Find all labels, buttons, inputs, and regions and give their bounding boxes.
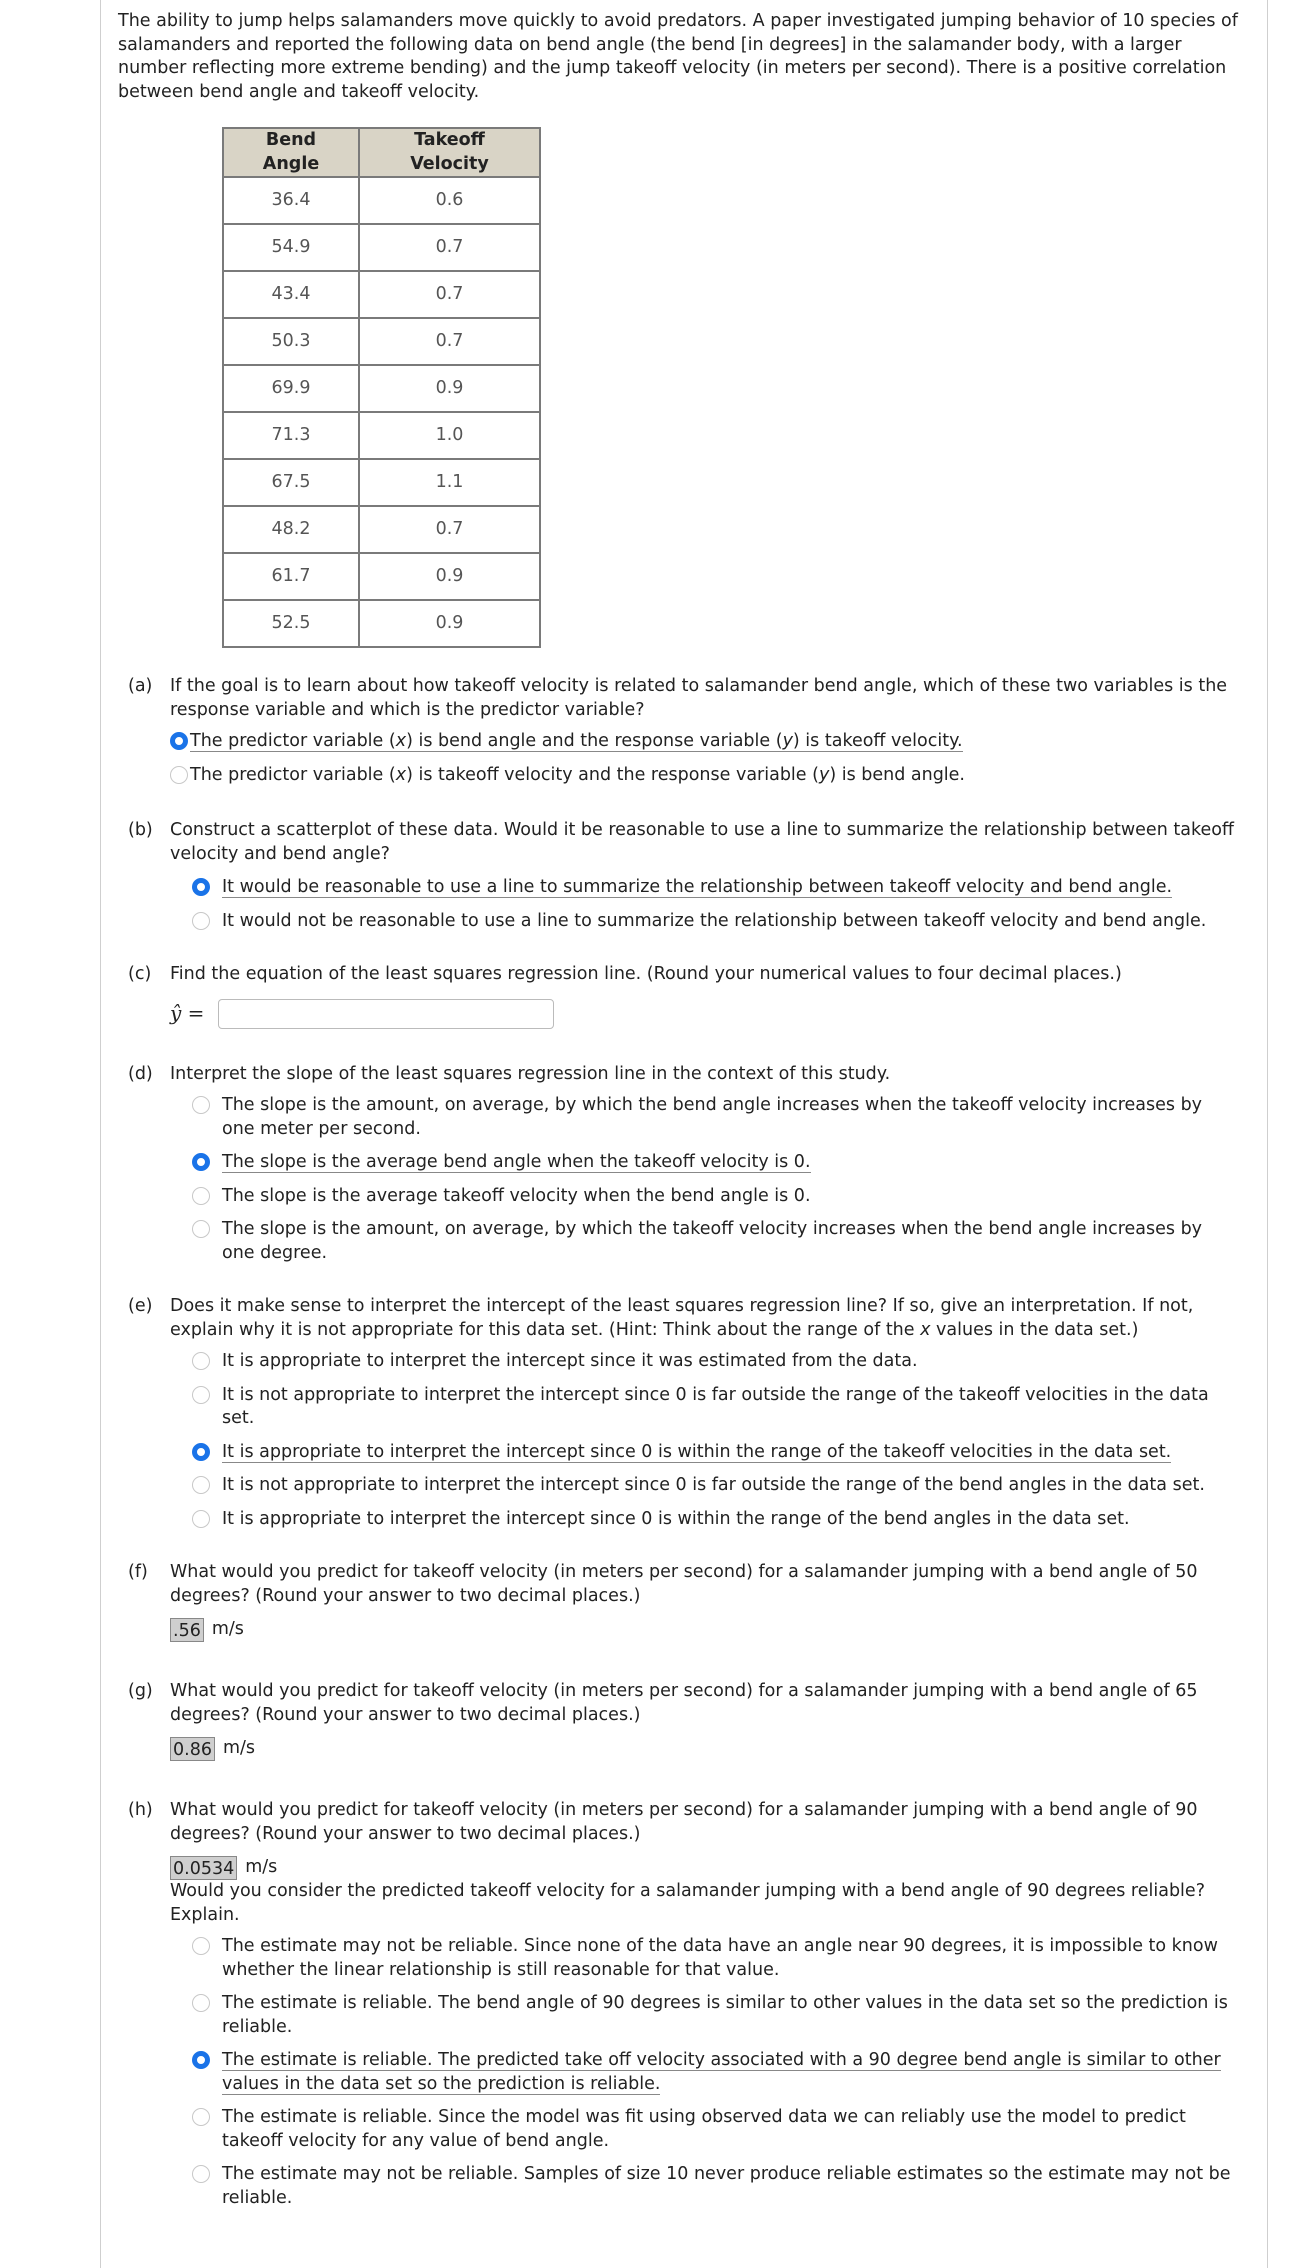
- answer-option[interactable]: [170, 1350, 1238, 1374]
- radio-selected-icon[interactable]: [192, 2051, 210, 2069]
- question-c: [128, 963, 1238, 1029]
- table-row: [223, 318, 540, 365]
- option-text-part: ) is takeoff velocity.: [792, 731, 963, 751]
- radio-unselected-icon[interactable]: [192, 912, 210, 930]
- question-g: [128, 1680, 1238, 1761]
- answer-field-g[interactable]: 0.86: [170, 1737, 215, 1761]
- takeoff-velocity-cell: 0.9: [359, 553, 540, 600]
- bend-angle-cell: 43.4: [223, 271, 359, 318]
- option-label: [190, 765, 965, 785]
- table-row: [223, 177, 540, 224]
- option-text-part: ) is takeoff velocity and the response variable (: [406, 764, 819, 785]
- answer-option[interactable]: [170, 1384, 1238, 1431]
- radio-selected-icon[interactable]: [170, 732, 188, 750]
- column-header-bend-angle: Bend Angle: [223, 128, 359, 177]
- takeoff-velocity-cell: 0.7: [359, 506, 540, 553]
- radio-unselected-icon[interactable]: [192, 1510, 210, 1528]
- takeoff-velocity-cell: 0.7: [359, 318, 540, 365]
- question-text: If the goal is to learn about how takeoff velocity is related to salamander bend angle, which of these two variables is the response variable and which is the predictor variable?: [170, 676, 1228, 720]
- question-text: Find the equation of the least squares regression line. (Round your numerical values to four decimal places.): [170, 964, 1122, 984]
- question-label: (a): [128, 676, 153, 696]
- option-label: The slope is the average bend angle when the takeoff velocity is 0.: [222, 1152, 811, 1172]
- question-text: Interpret the slope of the least squares regression line in the context of this study.: [170, 1063, 891, 1084]
- option-label: The slope is the amount, on average, by which the takeoff velocity increases when the bend angle increases by one degree.: [222, 1219, 1203, 1263]
- radio-unselected-icon[interactable]: [192, 1937, 210, 1955]
- unit-label: m/s: [211, 1619, 244, 1640]
- option-label: It is appropriate to interpret the intercept since it was estimated from the data.: [222, 1351, 918, 1371]
- radio-unselected-icon[interactable]: [192, 2165, 210, 2183]
- table-row: [223, 412, 540, 459]
- question-label: (f): [128, 1562, 148, 1582]
- radio-selected-icon[interactable]: [192, 1153, 210, 1171]
- radio-unselected-icon[interactable]: [192, 1187, 210, 1205]
- answer-option[interactable]: [170, 1441, 1238, 1465]
- table-row: [223, 224, 540, 271]
- bend-angle-cell: 48.2: [223, 506, 359, 553]
- option-label: The estimate is reliable. The bend angle of 90 degrees is similar to other values in the data set so the prediction is reliable.: [222, 1993, 1228, 2037]
- option-label: The slope is the average takeoff velocity when the bend angle is 0.: [222, 1185, 811, 1206]
- variable-symbol: x: [395, 764, 407, 785]
- question-label: (d): [128, 1063, 153, 1084]
- question-h: [128, 1799, 1238, 2210]
- unit-label: m/s: [222, 1738, 256, 1759]
- question-text-start: Does it make sense to interpret the intercept of the least squares regression line? If so, give an interpretation. If not, explain why it is not appropriate for this data set. (Hint: Think about the range of the: [170, 1296, 1194, 1340]
- answer-option[interactable]: [170, 730, 1238, 754]
- column-header-takeoff-velocity: Takeoff Velocity: [359, 128, 540, 177]
- option-label: [190, 731, 963, 752]
- question-d: [128, 1063, 1238, 1266]
- table-row: [223, 365, 540, 412]
- answer-option[interactable]: [170, 1935, 1238, 1982]
- takeoff-velocity-cell: 0.9: [359, 365, 540, 412]
- option-text-part: ) is bend angle and the response variable (: [406, 731, 783, 751]
- answer-option[interactable]: [170, 1094, 1238, 1141]
- answer-option[interactable]: [170, 1474, 1238, 1498]
- radio-unselected-icon[interactable]: [192, 1386, 210, 1404]
- bend-angle-cell: 36.4: [223, 177, 359, 224]
- question-text: What would you predict for takeoff velocity (in meters per second) for a salamander jumping with a bend angle of 90 degrees? (Round your answer to two decimal places.): [170, 1800, 1198, 1844]
- table-row: [223, 553, 540, 600]
- question-text: Construct a scatterplot of these data. Would it be reasonable to use a line to summarize the relationship between takeoff velocity and bend angle?: [170, 820, 1234, 864]
- question-text: What would you predict for takeoff velocity (in meters per second) for a salamander jumping with a bend angle of 65 degrees? (Round your answer to two decimal places.): [170, 1681, 1198, 1725]
- y-hat-label: ŷ =: [170, 1000, 205, 1025]
- option-label: It would not be reasonable to use a line to summarize the relationship between takeoff velocity and bend angle.: [222, 910, 1207, 931]
- takeoff-velocity-cell: 1.0: [359, 412, 540, 459]
- option-text-part: The predictor variable (: [190, 764, 396, 785]
- unit-label: m/s: [245, 1857, 278, 1878]
- bend-angle-cell: 67.5: [223, 459, 359, 506]
- bend-angle-cell: 52.5: [223, 600, 359, 647]
- answer-option[interactable]: [170, 1151, 1238, 1175]
- radio-unselected-icon[interactable]: [192, 1220, 210, 1238]
- answer-option[interactable]: [170, 2049, 1238, 2096]
- question-label: (b): [128, 820, 153, 840]
- followup-question-text: Would you consider the predicted takeoff velocity for a salamander jumping with a bend angle of 90 degrees reliable? Explain.: [170, 1881, 1205, 1925]
- radio-unselected-icon[interactable]: [192, 2108, 210, 2126]
- answer-field-f[interactable]: .56: [170, 1618, 204, 1642]
- radio-selected-icon[interactable]: [192, 1443, 210, 1461]
- question-label: (c): [128, 964, 152, 984]
- answer-option[interactable]: [170, 910, 1238, 934]
- table-row: [223, 271, 540, 318]
- answer-option[interactable]: [170, 1508, 1238, 1532]
- variable-x: x: [920, 1319, 931, 1340]
- takeoff-velocity-cell: 1.1: [359, 459, 540, 506]
- option-label: It is appropriate to interpret the intercept since 0 is within the range of the takeoff velocities in the data set.: [222, 1441, 1172, 1462]
- answer-field-h[interactable]: 0.0534: [170, 1856, 237, 1880]
- bend-angle-cell: 69.9: [223, 365, 359, 412]
- bend-angle-cell: 50.3: [223, 318, 359, 365]
- regression-equation-input[interactable]: [218, 999, 554, 1029]
- answer-option[interactable]: [170, 764, 1238, 788]
- bend-angle-cell: 54.9: [223, 224, 359, 271]
- table-row: [223, 506, 540, 553]
- question-a: [128, 675, 1238, 787]
- variable-symbol: x: [395, 731, 407, 751]
- takeoff-velocity-cell: 0.6: [359, 177, 540, 224]
- question-label: (g): [128, 1681, 153, 1701]
- variable-symbol: y: [782, 731, 793, 751]
- option-text-part: The predictor variable (: [190, 731, 396, 751]
- question-label: (e): [128, 1296, 153, 1316]
- answer-option[interactable]: [170, 1185, 1238, 1209]
- question-text: What would you predict for takeoff velocity (in meters per second) for a salamander jumping with a bend angle of 50 degrees? (Round your answer to two decimal places.): [170, 1562, 1198, 1606]
- radio-selected-icon[interactable]: [192, 878, 210, 896]
- option-label: The estimate may not be reliable. Samples of size 10 never produce reliable estimates so the estimate may not be reliable.: [222, 2164, 1231, 2208]
- answer-option[interactable]: [170, 1992, 1238, 2039]
- bend-angle-cell: 71.3: [223, 412, 359, 459]
- option-label: It is not appropriate to interpret the intercept since 0 is far outside the range of the takeoff velocities in the data set.: [222, 1384, 1209, 1428]
- radio-unselected-icon[interactable]: [192, 1476, 210, 1494]
- radio-unselected-icon[interactable]: [192, 1994, 210, 2012]
- table-row: [223, 600, 540, 647]
- answer-option[interactable]: [170, 2106, 1238, 2153]
- radio-unselected-icon[interactable]: [192, 1096, 210, 1114]
- intro-text: The ability to jump helps salamanders move quickly to avoid predators. A paper investigated jumping behavior of 10 species of salamanders and reported the following data on bend angle (the bend [in degrees] in the salamander body, with a larger number reflecting more extreme bending) and the jump takeoff velocity (in meters per second). There is a positive correlation between bend angle and takeoff velocity.: [118, 11, 1238, 102]
- option-label: The estimate is reliable. Since the model was fit using observed data we can reliably use the model to predict takeoff velocity for any value of bend angle.: [222, 2107, 1186, 2151]
- table-row: [223, 459, 540, 506]
- option-label: It is not appropriate to interpret the intercept since 0 is far outside the range of the bend angles in the data set.: [222, 1475, 1205, 1495]
- question-b: [128, 819, 1238, 933]
- option-label: The slope is the amount, on average, by which the bend angle increases when the takeoff velocity increases by one meter per second.: [222, 1095, 1203, 1139]
- question-f: [128, 1561, 1238, 1642]
- data-table: [222, 127, 541, 648]
- takeoff-velocity-cell: 0.7: [359, 271, 540, 318]
- option-text-part: ) is bend angle.: [829, 764, 965, 785]
- takeoff-velocity-cell: 0.9: [359, 600, 540, 647]
- option-label: The estimate is reliable. The predicted take off velocity associated with a 90 degree bend angle is similar to other values in the data set so the prediction is reliable.: [222, 2050, 1221, 2094]
- option-label: The estimate may not be reliable. Since none of the data have an angle near 90 degrees, it is impossible to know whether the linear relationship is still reasonable for that value.: [222, 1936, 1218, 1980]
- question-content: [118, 10, 1238, 2220]
- question-text: [170, 1295, 1238, 1342]
- answer-option[interactable]: [170, 876, 1238, 900]
- bend-angle-cell: 61.7: [223, 553, 359, 600]
- answer-option[interactable]: [170, 1218, 1238, 1265]
- option-label: It is appropriate to interpret the intercept since 0 is within the range of the bend angles in the data set.: [222, 1508, 1130, 1529]
- takeoff-velocity-cell: 0.7: [359, 224, 540, 271]
- question-e: [128, 1295, 1238, 1531]
- radio-unselected-icon[interactable]: [170, 766, 188, 784]
- radio-unselected-icon[interactable]: [192, 1352, 210, 1370]
- table-header-row: [223, 128, 540, 177]
- option-label: It would be reasonable to use a line to summarize the relationship between takeoff velocity and bend angle.: [222, 877, 1173, 897]
- answer-option[interactable]: [170, 2163, 1238, 2210]
- question-label: (h): [128, 1800, 153, 1820]
- question-text-end: values in the data set.): [930, 1319, 1139, 1340]
- variable-symbol: y: [818, 764, 830, 785]
